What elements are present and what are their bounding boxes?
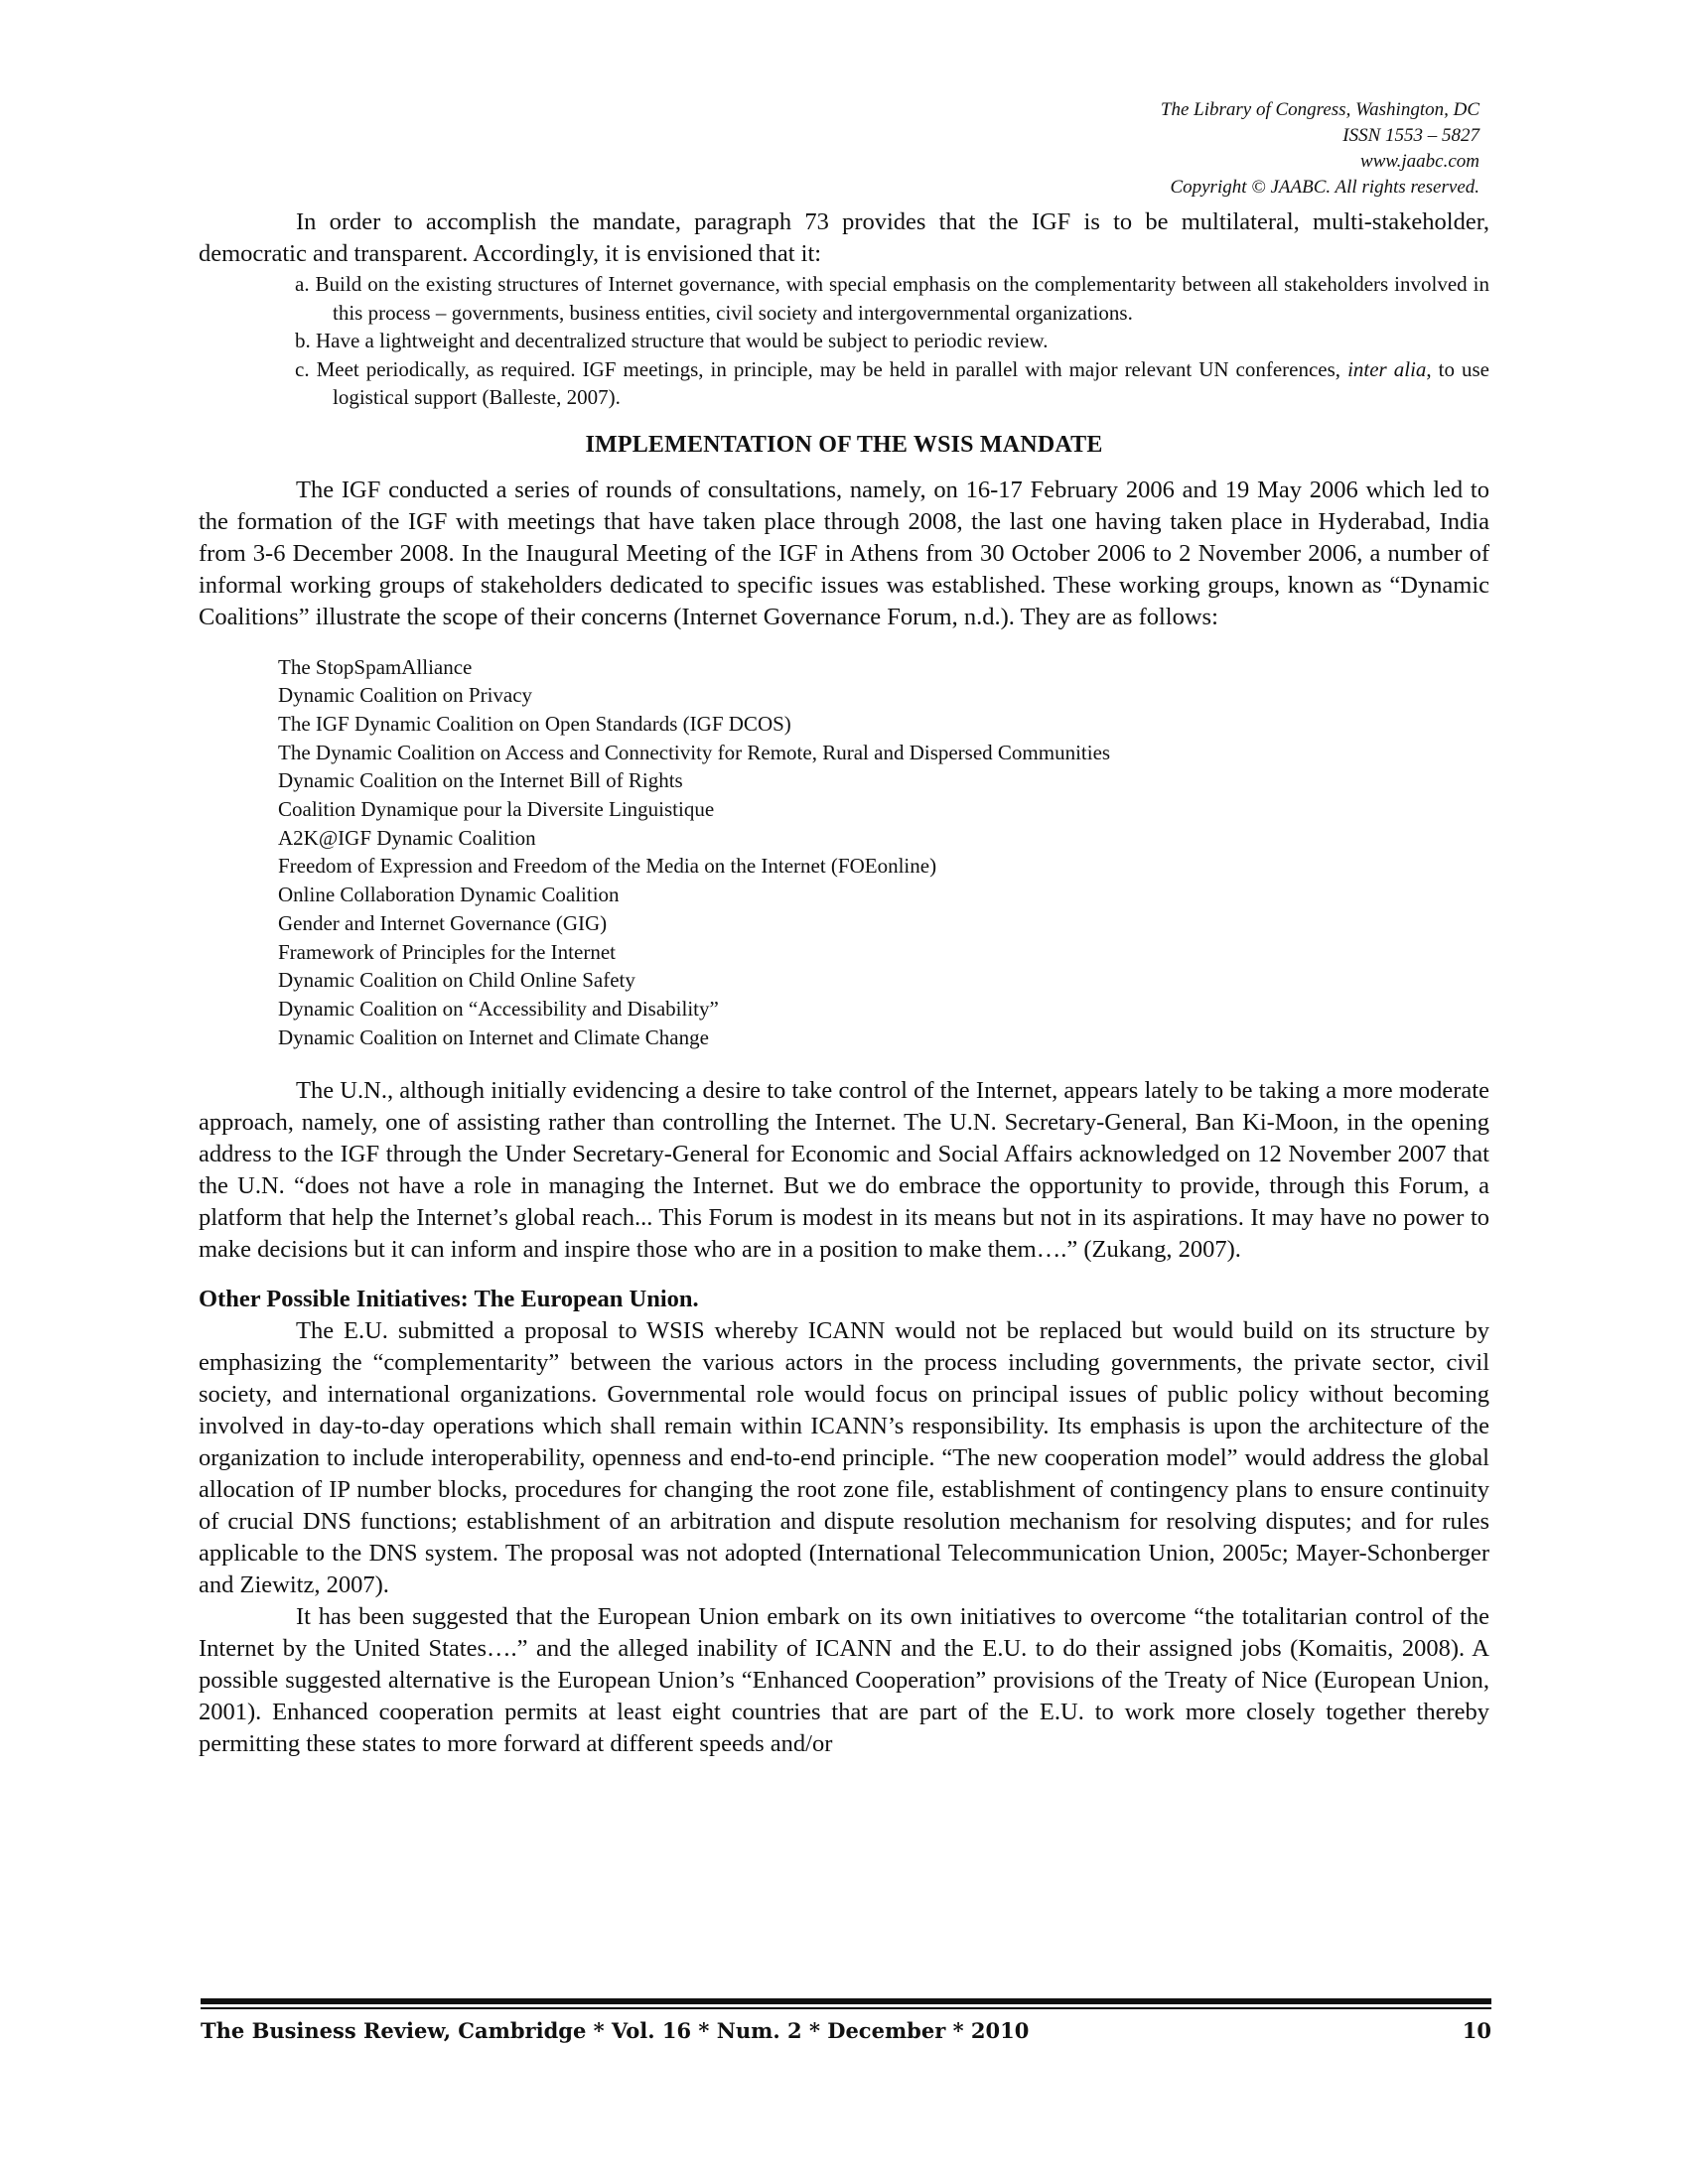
header-issn: ISSN 1553 – 5827 <box>1342 125 1479 146</box>
coalition-item: The IGF Dynamic Coalition on Open Standards (IGF DCOS) <box>278 711 791 736</box>
coalition-item: Dynamic Coalition on “Accessibility and Disability” <box>278 996 719 1021</box>
footer-rule-thick <box>201 1998 1491 2004</box>
mandate-item-c-text-end: , to use logistical support (Balleste, 2007). <box>333 356 1489 409</box>
coalition-item: Dynamic Coalition on Internet and Climate Change <box>278 1024 709 1049</box>
coalition-item: Coalition Dynamique pour la Diversite Linguistique <box>278 797 715 822</box>
coalition-item: Dynamic Coalition on Child Online Safety <box>278 968 635 993</box>
page-number: 10 <box>1462 2018 1491 2043</box>
eu-subheading: Other Possible Initiatives: The European Union. <box>199 1286 699 1313</box>
coalition-item: Dynamic Coalition on the Internet Bill of Rights <box>278 768 683 793</box>
mandate-item-c <box>295 355 1489 412</box>
coalition-item: Online Collaboration Dynamic Coalition <box>278 883 620 907</box>
article-body <box>199 206 1489 1760</box>
mandate-item-b: b. Have a lightweight and decentralized structure that would be subject to periodic review. <box>295 329 1049 352</box>
mandate-item-a: a. Build on the existing structures of Internet governance, with special emphasis on the complementarity between all stakeholders involved in this process – governments, business entities, civil society and intergovernmental organizations. <box>295 272 1489 325</box>
coalition-item: Framework of Principles for the Internet <box>278 939 616 964</box>
footer-journal: The Business Review, Cambridge * Vol. 16 * Num. 2 * December * 2010 <box>201 2018 1030 2043</box>
coalition-item: A2K@IGF Dynamic Coalition <box>278 825 536 850</box>
suggested-paragraph: It has been suggested that the European Union embark on its own initiatives to overcome “the totalitarian control of the Internet by the United States….” and the alleged inability of ICANN and the E.U. to do their assigned jobs (Komaitis, 2008). A possible suggested alternative is the European Union’s “Enhanced Cooperation” provisions of the Treaty of Nice (European Union, 2001). Enhanced cooperation permits at least eight countries that are part of the E.U. to work more closely together thereby permitting these states to more forward at different speeds and/or <box>199 1603 1489 1758</box>
header-website: www.jaabc.com <box>1360 151 1479 172</box>
un-paragraph: The U.N., although initially evidencing a desire to take control of the Internet, appears lately to be taking a more moderate approach, namely, one of assisting rather than controlling the Internet. The U.N. Secretary-General, Ban Ki-Moon, in the opening address to the IGF through the Under Secretary-General for Economic and Social Affairs acknowledged on 12 November 2007 that the U.N. “does not have a role in managing the Internet. But we do embrace the opportunity to provide, through this Forum, a platform that help the Internet’s global reach... This Forum is modest in its means but not in its aspirations. It may have no power to make decisions but it can inform and inspire those who are in a position to make them….” (Zukang, 2007). <box>199 1077 1489 1264</box>
footer-rule-thin <box>201 2007 1491 2009</box>
section-heading: IMPLEMENTATION OF THE WSIS MANDATE <box>585 431 1103 458</box>
igf-paragraph: The IGF conducted a series of rounds of consultations, namely, on 16-17 February 2006 and 19 May 2006 which led to the formation of the IGF with meetings that have taken place through 2008, the last one having taken place in Hyderabad, India from 3-6 December 2008. In the Inaugural Meeting of the IGF in Athens from 30 October 2006 to 2 November 2006, a number of informal working groups of stakeholders dedicated to specific issues was established. These working groups, known as “Dynamic Coalitions” illustrate the scope of their concerns (Internet Governance Forum, n.d.). They are as follows: <box>199 476 1489 630</box>
coalition-item: Freedom of Expression and Freedom of the Media on the Internet (FOEonline) <box>278 854 937 879</box>
header-library: The Library of Congress, Washington, DC <box>1160 99 1479 120</box>
header-copyright: Copyright © JAABC. All rights reserved. <box>1170 177 1479 198</box>
mandate-item-c-text: c. Meet periodically, as required. IGF meetings, in principle, may be held in parallel with major relevant UN conferences, <box>295 356 1348 381</box>
coalition-item: The StopSpamAlliance <box>278 654 473 679</box>
coalition-item: The Dynamic Coalition on Access and Connectivity for Remote, Rural and Dispersed Communities <box>278 740 1111 764</box>
mandate-list <box>295 270 1489 412</box>
coalition-item: Gender and Internet Governance (GIG) <box>278 910 608 935</box>
mandate-item-c-italic: inter alia <box>1347 356 1427 381</box>
eu-paragraph: The E.U. submitted a proposal to WSIS whereby ICANN would not be replaced but would build on its structure by emphasizing the “complementarity” between the various actors in the process including governments, the private sector, civil society, and international organizations. Governmental role would focus on principal issues of public policy without becoming involved in day-to-day operations which shall remain within ICANN’s responsibility. Its emphasis is upon the architecture of the organization to include interoperability, openness and end-to-end principle. “The new cooperation model” would address the global allocation of IP number blocks, procedures for changing the root zone file, establishment of contingency plans to ensure continuity of crucial DNS functions; establishment of an arbitration and dispute resolution mechanism for resolving disputes; and for rules applicable to the DNS system. The proposal was not adopted (International Telecommunication Union, 2005c; Mayer-Schonberger and Ziewitz, 2007). <box>199 1317 1489 1599</box>
coalitions-list <box>278 653 1489 1052</box>
coalition-item: Dynamic Coalition on Privacy <box>278 683 533 708</box>
journal-header <box>884 97 1479 201</box>
intro-paragraph: In order to accomplish the mandate, paragraph 73 provides that the IGF is to be multilateral, multi-stakeholder, democratic and transparent. Accordingly, it is envisioned that it: <box>199 208 1489 267</box>
